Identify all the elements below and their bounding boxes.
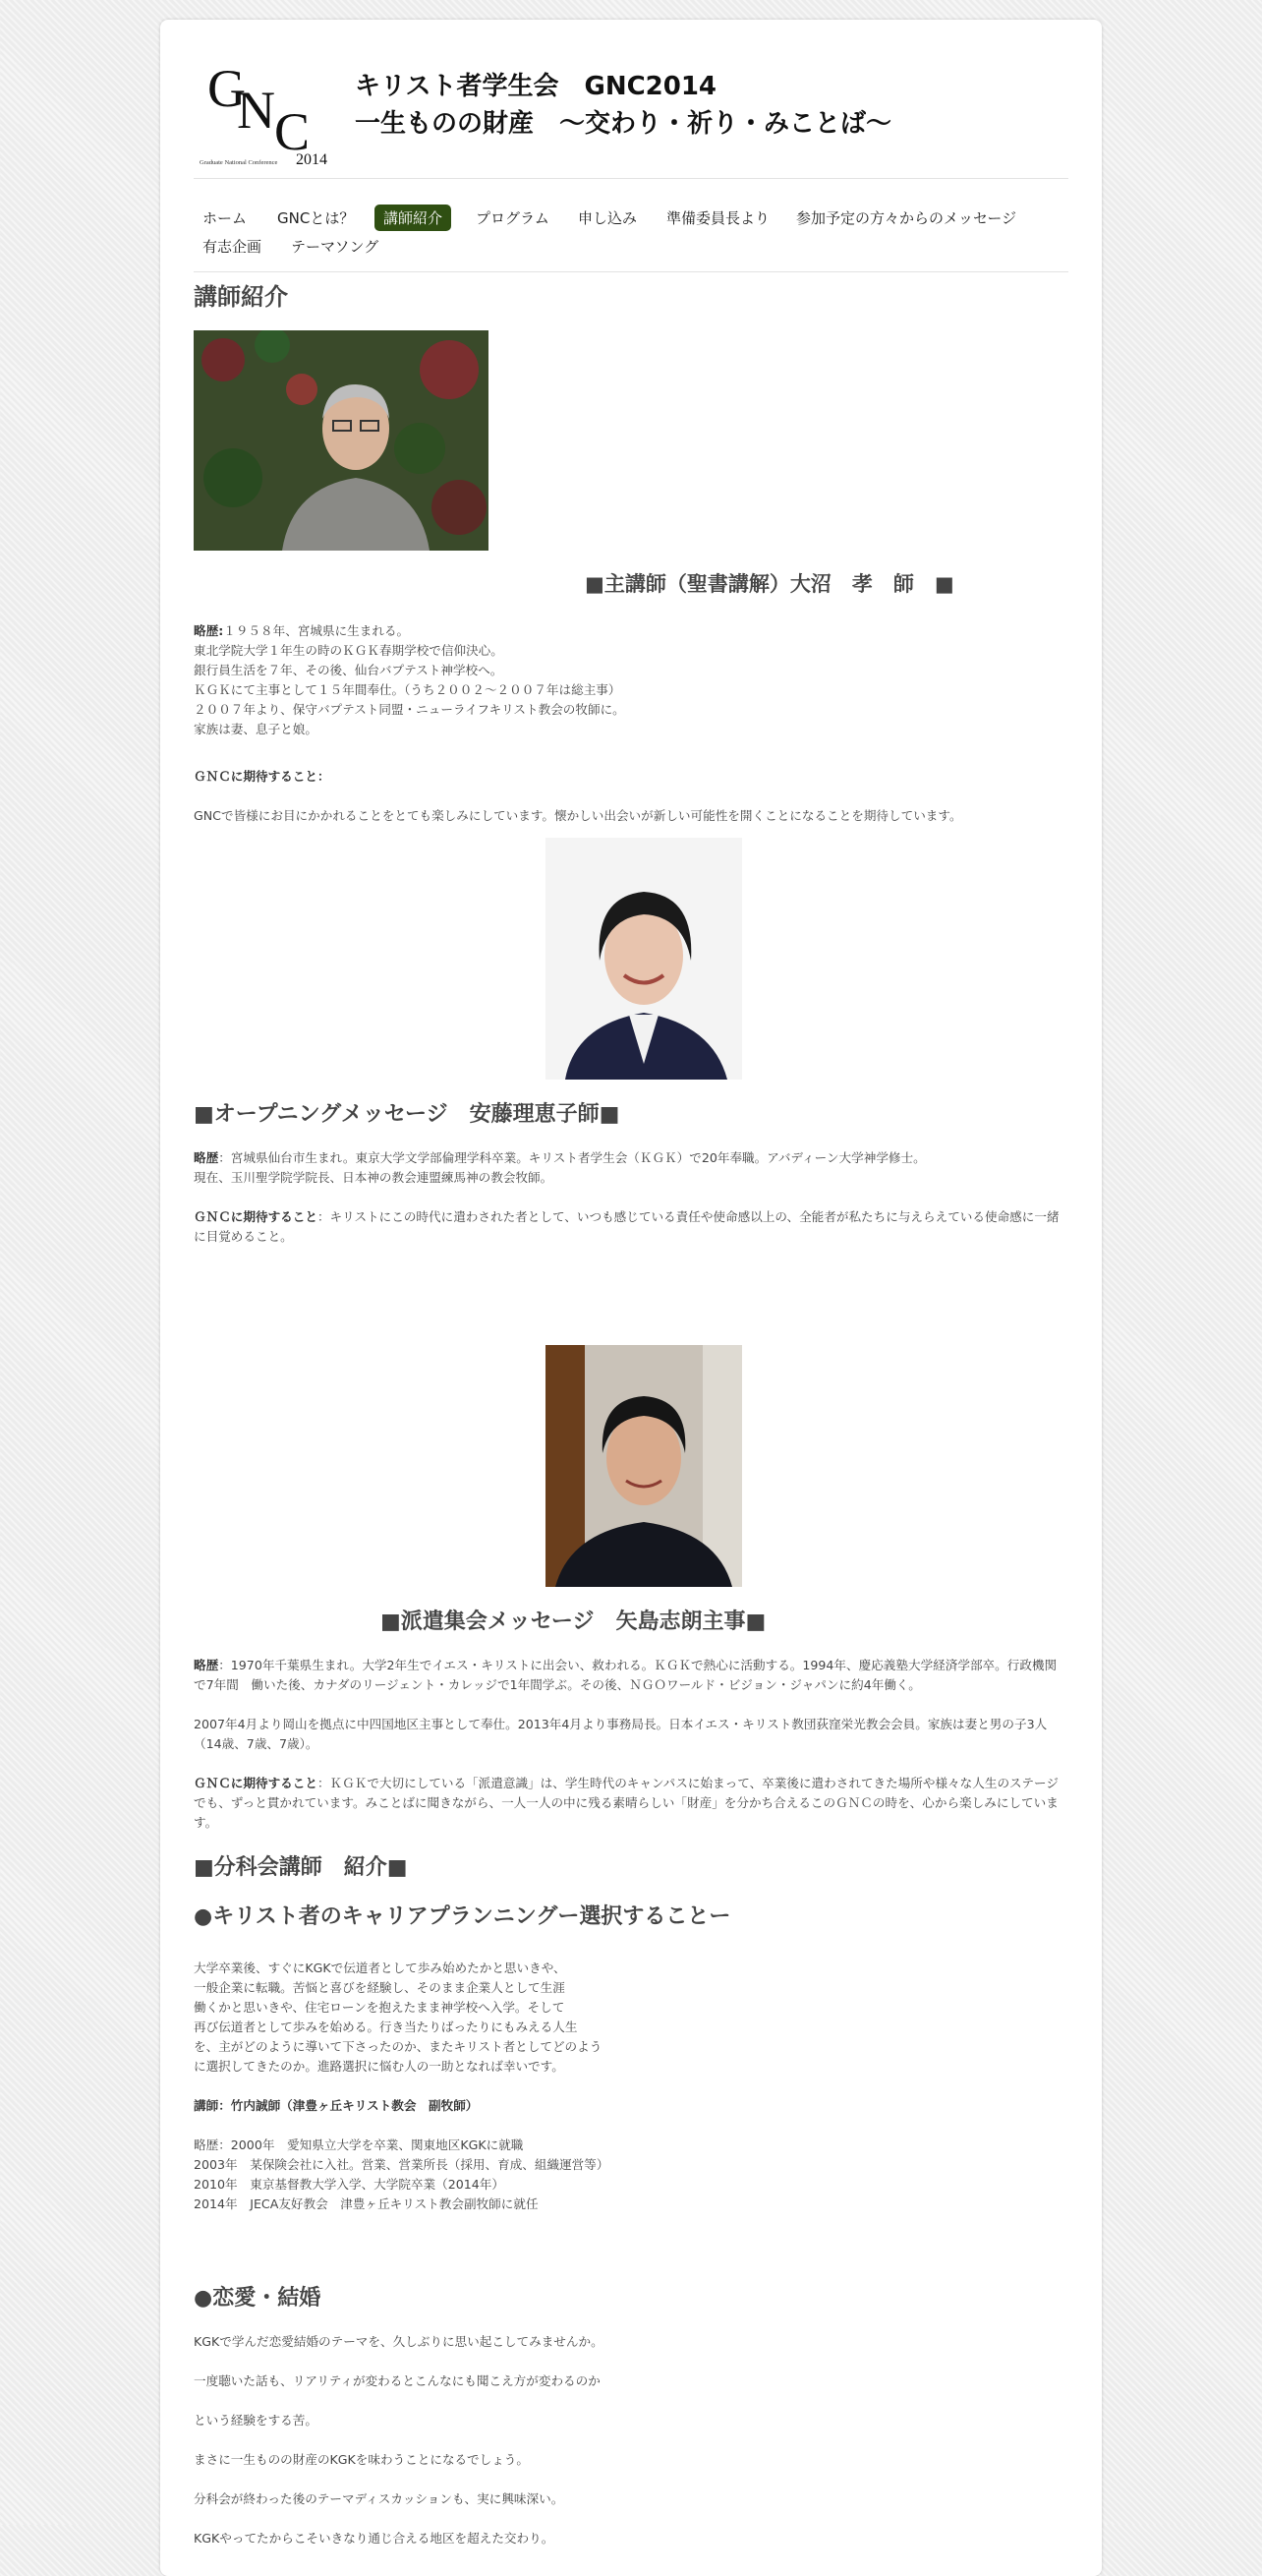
svg-text:C: C xyxy=(274,102,311,161)
speaker2-photo xyxy=(545,838,742,1080)
site-title[interactable] xyxy=(355,69,891,143)
speaker1-expect-label-row xyxy=(194,767,330,787)
nav-item-program[interactable]: プログラム xyxy=(476,209,549,227)
nav-item-participant-messages[interactable]: 参加予定の方々からのメッセージ xyxy=(796,209,1017,227)
love-line: KGKやってたからこそいきなり通じ合える地区を超えた交わり。 xyxy=(194,2531,554,2546)
site-title-line1: キリスト者学生会 GNC2014 xyxy=(355,72,717,101)
nav-item-volunteer-projects[interactable]: 有志企画 xyxy=(202,238,262,256)
speaker1-bio-line: 家族は妻、息子と娘。 xyxy=(194,722,317,736)
love-line: KGKで学んだ恋愛結婚のテーマを、久しぶりに思い起こしてみませんか。 xyxy=(194,2334,603,2349)
speaker1-bio xyxy=(194,621,1068,739)
nav-item-speakers[interactable]: 講師紹介 xyxy=(374,205,451,231)
bunka-heading: ■分科会講師 紹介■ xyxy=(194,1855,408,1880)
speaker3-expect-label: ＧＮＣに期待すること xyxy=(194,1776,317,1790)
career-session-heading: ●キリスト者のキャリアプランニングー選択することー xyxy=(194,1904,731,1929)
speaker2-heading: ■オープニングメッセージ 安藤理恵子師■ xyxy=(194,1102,620,1127)
love-line: まさに一生ものの財産のKGKを味わうことになるでしょう。 xyxy=(194,2452,529,2467)
career-history-line: 略歴：2000年 愛知県立大学を卒業、関東地区KGKに就職 xyxy=(194,2137,524,2152)
speaker1-bio-line: ＫＧＫにて主事として１５年間奉仕。（うち２００２～２００７年は総主事） xyxy=(194,682,621,697)
speaker1-bio-line: ２００７年より、保守バプテスト同盟・ニューライフキリスト教会の牧師に。 xyxy=(194,702,625,717)
career-history-line: 2003年 某保険会社に入社。営業、営業所長（採用、育成、組織運営等） xyxy=(194,2157,609,2172)
speaker3-expect-text: ：ＫＧＫで大切にしている「派遣意識」は、学生時代のキャンパスに始まって、卒業後に遣わされてきた場所や様々な人生のステージでも、ずっと貫かれています。みことばに聞きながら、一人一人の中に残る素晴らしい「財産」を分かち合えるこのＧＮＣの時を、心から楽しみにしています。 xyxy=(194,1776,1059,1830)
career-line: 働くかと思いきや、住宅ローンを抱えたまま神学校へ入学。そして xyxy=(194,2000,565,2015)
career-history-line: 2014年 JECA友好教会 津豊ヶ丘キリスト教会副牧師に就任 xyxy=(194,2196,539,2211)
speaker1-photo xyxy=(194,330,488,551)
speaker1-portrait-icon xyxy=(194,330,488,551)
svg-text:G: G xyxy=(207,59,246,118)
speaker2-bio-label: 略歴 xyxy=(194,1150,219,1165)
speaker3-bio xyxy=(194,1656,1068,1695)
speaker1-heading: ■主講師（聖書講解）大沼 孝 師 ■ xyxy=(585,572,954,596)
career-lecturer-name: 講師：竹内誠師（津豊ヶ丘キリスト教会 副牧師） xyxy=(194,2098,479,2113)
nav-item-about[interactable]: GNCとは？ xyxy=(277,209,355,227)
speaker3-expect xyxy=(194,1774,1068,1833)
speaker3-bio-text: ：1970年千葉県生まれ。大学2年生でイエス・キリストに出会い、救われる。ＫＧＫで熱心に活動する。1994年、慶応義塾大学経済学部卒。行政機関で7年間 働いた後、カナダのリージェント・カレッジで1年間学ぶ。その後、ＮＧＯワールド・ビジョン・ジャパンに約4年働く。 xyxy=(194,1658,1058,1692)
career-line: を、主がどのように導いて下さったのか、またキリスト者としてどのよう xyxy=(194,2039,602,2054)
page-title: 講師紹介 xyxy=(194,283,288,311)
career-session-description xyxy=(194,1959,1068,2077)
main-navigation xyxy=(194,178,1068,272)
logo-subtitle: Graduate National Conference xyxy=(200,159,278,166)
love-line: 分科会が終わった後のテーマディスカッションも、実に興味深い。 xyxy=(194,2491,564,2506)
love-line: 一度聴いた話も、リアリティが変わるとこんなにも聞こえ方が変わるのか xyxy=(194,2373,601,2388)
page-container xyxy=(160,20,1102,2576)
speaker1-bio-label: 略歴: xyxy=(194,623,224,638)
career-history xyxy=(194,2136,1068,2214)
nav-item-home[interactable]: ホーム xyxy=(202,209,248,227)
speaker1-expect-text: GNCで皆様にお目にかかれることをとても楽しみにしています。懐かしい出会いが新しい可能性を開くことになることを期待しています。 xyxy=(194,808,962,823)
speaker2-expect xyxy=(194,1207,1068,1247)
speaker3-heading: ■派遣集会メッセージ 矢島志朗主事■ xyxy=(380,1610,767,1634)
speaker3-portrait-icon xyxy=(545,1345,742,1587)
speaker2-bio-text2: 現在、玉川聖学院学院長、日本神の教会連盟練馬神の教会牧師。 xyxy=(194,1170,553,1185)
speaker3-bio-label: 略歴 xyxy=(194,1658,219,1672)
site-logo[interactable] xyxy=(200,49,337,172)
speaker1-bio-line: 東北学院大学１年生の時のＫＧＫ春期学校で信仰決心。 xyxy=(194,643,503,658)
logo-year: 2014 xyxy=(296,151,327,168)
nav-item-theme-song[interactable]: テーマソング xyxy=(291,238,379,256)
career-history-line: 2010年 東京基督教大学入学、大学院卒業（2014年） xyxy=(194,2177,504,2192)
nav-item-apply[interactable]: 申し込み xyxy=(578,209,638,227)
love-line: という経験をする苦。 xyxy=(194,2413,317,2428)
speaker2-bio xyxy=(194,1148,1068,1188)
site-title-line2: 一生ものの財産 ～交わり・祈り・みことば～ xyxy=(355,108,892,139)
speaker2-portrait-icon xyxy=(545,838,742,1080)
speaker2-expect-text: ：キリストにこの時代に遣わされた者として、いつも感じている責任や使命感以上の、全能者が私たちに与えらえている使命感に一緒に目覚めること。 xyxy=(194,1209,1060,1244)
site-header xyxy=(194,20,1068,177)
love-session-heading: ●恋愛・結婚 xyxy=(194,2286,321,2311)
speaker1-expect-label: ＧＮＣに期待すること： xyxy=(194,769,330,784)
career-line: に選択してきたのか。進路選択に悩む人の一助となれば幸いです。 xyxy=(194,2059,564,2074)
nav-item-chair-message[interactable]: 準備委員長より xyxy=(666,209,771,227)
speaker2-expect-label: ＧＮＣに期待すること xyxy=(194,1209,317,1224)
speaker1-bio-line: 銀行員生活を７年、その後、仙台バプテスト神学校へ。 xyxy=(194,663,503,677)
career-lecturer xyxy=(194,2096,478,2116)
career-line: 大学卒業後、すぐにKGKで伝道者として歩み始めたかと思いきや、 xyxy=(194,1961,566,1975)
love-session-description xyxy=(194,2332,1068,2568)
svg-text:N: N xyxy=(237,81,275,140)
speaker1-bio-line: １９５８年、宮城県に生まれる。 xyxy=(223,623,410,638)
speaker2-bio-text: ：宮城県仙台市生まれ。東京大学文学部倫理学科卒業。キリスト者学生会（ＫＧＫ）で20年奉職。アバディーン大学神学修士。 xyxy=(218,1150,926,1165)
career-line: 再び伝道者として歩みを始める。行き当たりばったりにもみえる人生 xyxy=(194,2020,578,2034)
speaker3-photo xyxy=(545,1345,742,1587)
speaker3-bio-text2: 2007年4月より岡山を拠点に中四国地区主事として奉仕。2013年4月より事務局長。日本イエス・キリスト教団荻窪栄光教会会員。家族は妻と男の子3人（14歳、7歳、7歳）。 xyxy=(194,1717,1048,1751)
career-line: 一般企業に転職。苦悩と喜びを経験し、そのまま企業人として生涯 xyxy=(194,1980,565,1995)
